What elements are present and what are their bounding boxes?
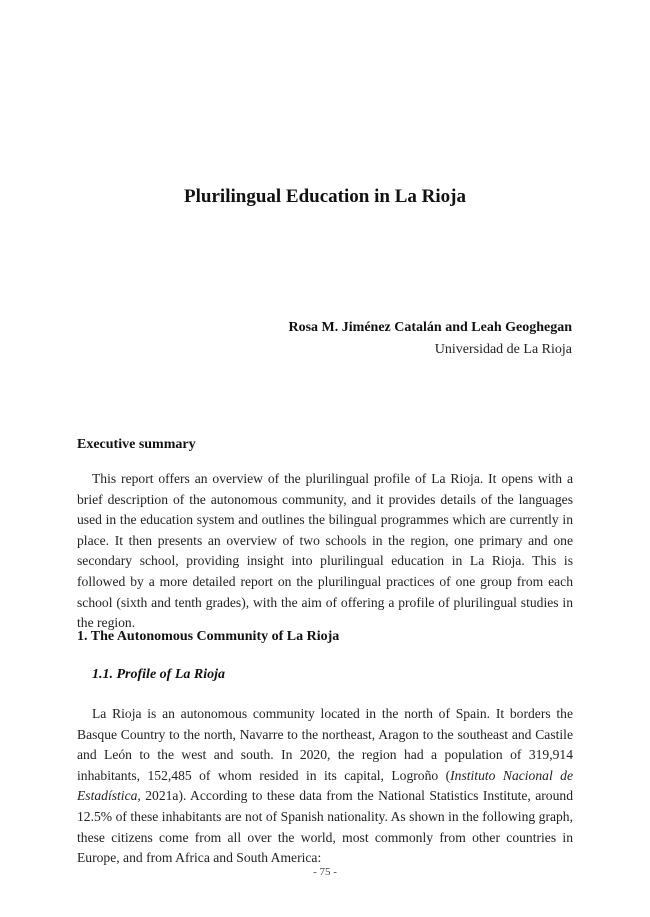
authors: Rosa M. Jiménez Catalán and Leah Geoghegan: [288, 320, 572, 335]
profile-text-part1: La Rioja is an autonomous community located in the north of Spain. It borders the Basque Country to the north, Navarre to the northeast, Aragon to the southeast and Castile and León to the west and south. In 2020, the region had a population of 319,914 inhabitants, 152,485 of whom resided in its capital, Logroño (: [77, 706, 573, 783]
page-number: - 75 -: [313, 866, 337, 878]
profile-citation: Instituto Nacional de Estadística: [77, 767, 573, 804]
document-title: Plurilingual Education in La Rioja: [184, 186, 466, 207]
subsection-1-1-heading: 1.1. Profile of La Rioja: [92, 667, 225, 682]
section-1-heading: 1. The Autonomous Community of La Rioja: [77, 629, 340, 644]
affiliation: Universidad de La Rioja: [434, 342, 572, 357]
executive-summary-paragraph: This report offers an overview of the plurilingual profile of La Rioja. It opens with a brief description of the autonomous community, and it provides details of the languages used in the education system and outlines the bilingual programmes which are currently in place. It then presents an overview of two schools in the region, one primary and one secondary school, providing insight into plurilingual education in La Rioja. This is followed by a more detailed report on the plurilingual practices of one group from each school (sixth and tenth grades), with the aim of offering a profile of plurilingual studies in the region.: [77, 471, 573, 631]
profile-paragraph: [77, 704, 573, 869]
profile-text-part2: , 2021a). According to these data from the National Statistics Institute, around 12.5% of these inhabitants are not of Spanish nationality. As shown in the following graph, these citizens come from all over the world, most commonly from other countries in Europe, and from Africa and South America:: [77, 788, 573, 866]
executive-summary-heading: Executive summary: [77, 437, 196, 452]
